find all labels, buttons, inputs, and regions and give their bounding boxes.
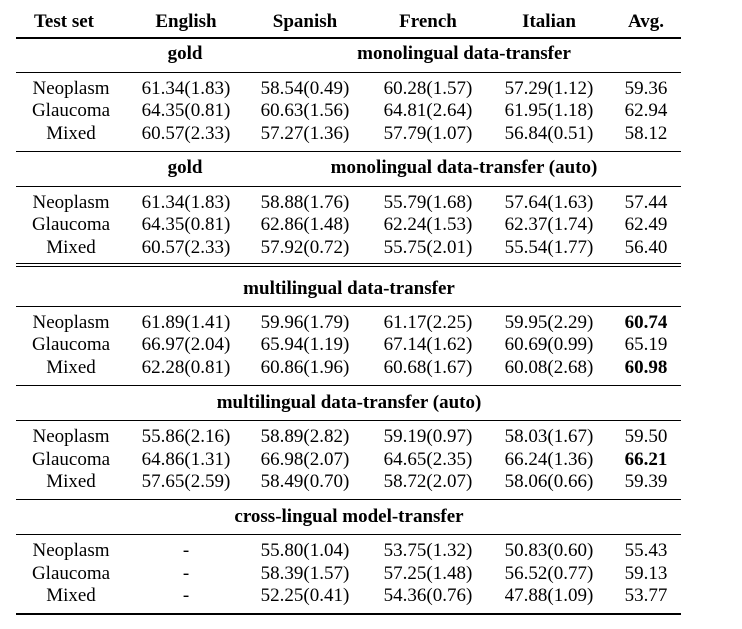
avg-cell: 59.39 [624, 471, 668, 492]
value-cell: 56.52(0.77) [504, 563, 594, 584]
row-label: Glaucoma [31, 214, 111, 235]
value-cell: 57.29(1.12) [504, 78, 594, 99]
row-label: Mixed [46, 471, 96, 492]
value-cell: 64.86(1.31) [141, 449, 231, 470]
avg-cell: 56.40 [624, 237, 668, 258]
value-cell: 60.69(0.99) [504, 334, 594, 355]
row-label: Glaucoma [31, 449, 111, 470]
row-label: Mixed [46, 585, 96, 606]
value-cell: 61.34(1.83) [141, 78, 231, 99]
value-cell: 58.54(0.49) [260, 78, 350, 99]
value-cell: - [182, 563, 190, 584]
value-cell: 59.19(0.97) [383, 426, 473, 447]
value-cell: 61.89(1.41) [141, 312, 231, 333]
value-cell: 58.89(2.82) [260, 426, 350, 447]
value-cell: 58.03(1.67) [504, 426, 594, 447]
header-rule [16, 37, 681, 39]
row-label: Neoplasm [32, 426, 110, 447]
value-cell: 62.24(1.53) [383, 214, 473, 235]
row-label: Glaucoma [31, 100, 111, 121]
avg-cell: 59.50 [624, 426, 668, 447]
avg-cell: 62.94 [624, 100, 668, 121]
section-title-rule [16, 72, 681, 73]
value-cell: 59.95(2.29) [504, 312, 594, 333]
section-rule [16, 499, 681, 500]
value-cell: 67.14(1.62) [383, 334, 473, 355]
col-header-avg: Avg. [627, 11, 665, 32]
value-cell: 60.68(1.67) [383, 357, 473, 378]
value-cell: 62.86(1.48) [260, 214, 350, 235]
avg-cell: 66.21 [624, 449, 668, 470]
value-cell: 57.64(1.63) [504, 192, 594, 213]
value-cell: 61.17(2.25) [383, 312, 473, 333]
value-cell: 55.79(1.68) [383, 192, 473, 213]
avg-cell: 58.12 [624, 123, 668, 144]
value-cell: 57.25(1.48) [383, 563, 473, 584]
value-cell: 64.81(2.64) [383, 100, 473, 121]
row-label: Neoplasm [32, 540, 110, 561]
section-title: multilingual data-transfer (auto) [216, 392, 482, 413]
double-rule-bottom [16, 266, 681, 267]
value-cell: 57.79(1.07) [383, 123, 473, 144]
value-cell: 57.65(2.59) [141, 471, 231, 492]
section-title-rule [16, 186, 681, 187]
section-title-rule [16, 306, 681, 307]
value-cell: 58.49(0.70) [260, 471, 350, 492]
col-header-italian: Italian [522, 11, 576, 32]
value-cell: 47.88(1.09) [504, 585, 594, 606]
value-cell: 61.95(1.18) [504, 100, 594, 121]
value-cell: 58.39(1.57) [260, 563, 350, 584]
section-title: multilingual data-transfer [243, 278, 455, 299]
gold-label: gold [167, 43, 203, 64]
section-rule [16, 385, 681, 386]
row-label: Neoplasm [32, 312, 110, 333]
value-cell: 55.80(1.04) [260, 540, 350, 561]
value-cell: 65.94(1.19) [260, 334, 350, 355]
value-cell: 66.98(2.07) [260, 449, 350, 470]
section-title: monolingual data-transfer [357, 43, 571, 64]
avg-cell: 60.74 [624, 312, 668, 333]
avg-cell: 62.49 [624, 214, 668, 235]
section-rule [16, 151, 681, 152]
value-cell: 60.57(2.33) [141, 123, 231, 144]
row-label: Mixed [46, 123, 96, 144]
row-label: Neoplasm [32, 78, 110, 99]
avg-cell: 59.13 [624, 563, 668, 584]
value-cell: 60.08(2.68) [504, 357, 594, 378]
col-header-test-set: Test set [34, 11, 94, 32]
row-label: Mixed [46, 357, 96, 378]
value-cell: 60.86(1.96) [260, 357, 350, 378]
col-header-english: English [155, 11, 217, 32]
value-cell: 58.72(2.07) [383, 471, 473, 492]
value-cell: - [182, 540, 190, 561]
gold-label: gold [167, 157, 203, 178]
value-cell: 50.83(0.60) [504, 540, 594, 561]
value-cell: 60.57(2.33) [141, 237, 231, 258]
value-cell: 61.34(1.83) [141, 192, 231, 213]
value-cell: 53.75(1.32) [383, 540, 473, 561]
value-cell: 57.27(1.36) [260, 123, 350, 144]
avg-cell: 53.77 [624, 585, 668, 606]
avg-cell: 60.98 [624, 357, 668, 378]
row-label: Glaucoma [31, 334, 111, 355]
avg-cell: 59.36 [624, 78, 668, 99]
avg-cell: 55.43 [624, 540, 668, 561]
row-label: Neoplasm [32, 192, 110, 213]
value-cell: 64.35(0.81) [141, 214, 231, 235]
value-cell: 66.97(2.04) [141, 334, 231, 355]
value-cell: 62.37(1.74) [504, 214, 594, 235]
bottom-rule [16, 613, 681, 615]
value-cell: - [182, 585, 190, 606]
section-title-rule [16, 534, 681, 535]
value-cell: 55.75(2.01) [383, 237, 473, 258]
value-cell: 55.86(2.16) [141, 426, 231, 447]
value-cell: 58.88(1.76) [260, 192, 350, 213]
value-cell: 56.84(0.51) [504, 123, 594, 144]
section-title-rule [16, 420, 681, 421]
value-cell: 52.25(0.41) [260, 585, 350, 606]
row-label: Glaucoma [31, 563, 111, 584]
value-cell: 62.28(0.81) [141, 357, 231, 378]
col-header-french: French [399, 11, 457, 32]
row-label: Mixed [46, 237, 96, 258]
value-cell: 64.65(2.35) [383, 449, 473, 470]
value-cell: 59.96(1.79) [260, 312, 350, 333]
section-title: monolingual data-transfer (auto) [330, 157, 598, 178]
section-title: cross-lingual model-transfer [234, 506, 464, 527]
avg-cell: 65.19 [624, 334, 668, 355]
value-cell: 64.35(0.81) [141, 100, 231, 121]
value-cell: 66.24(1.36) [504, 449, 594, 470]
double-rule-top [16, 263, 681, 264]
value-cell: 54.36(0.76) [383, 585, 473, 606]
value-cell: 55.54(1.77) [504, 237, 594, 258]
value-cell: 58.06(0.66) [504, 471, 594, 492]
value-cell: 57.92(0.72) [260, 237, 350, 258]
col-header-spanish: Spanish [272, 11, 338, 32]
avg-cell: 57.44 [624, 192, 668, 213]
value-cell: 60.63(1.56) [260, 100, 350, 121]
value-cell: 60.28(1.57) [383, 78, 473, 99]
